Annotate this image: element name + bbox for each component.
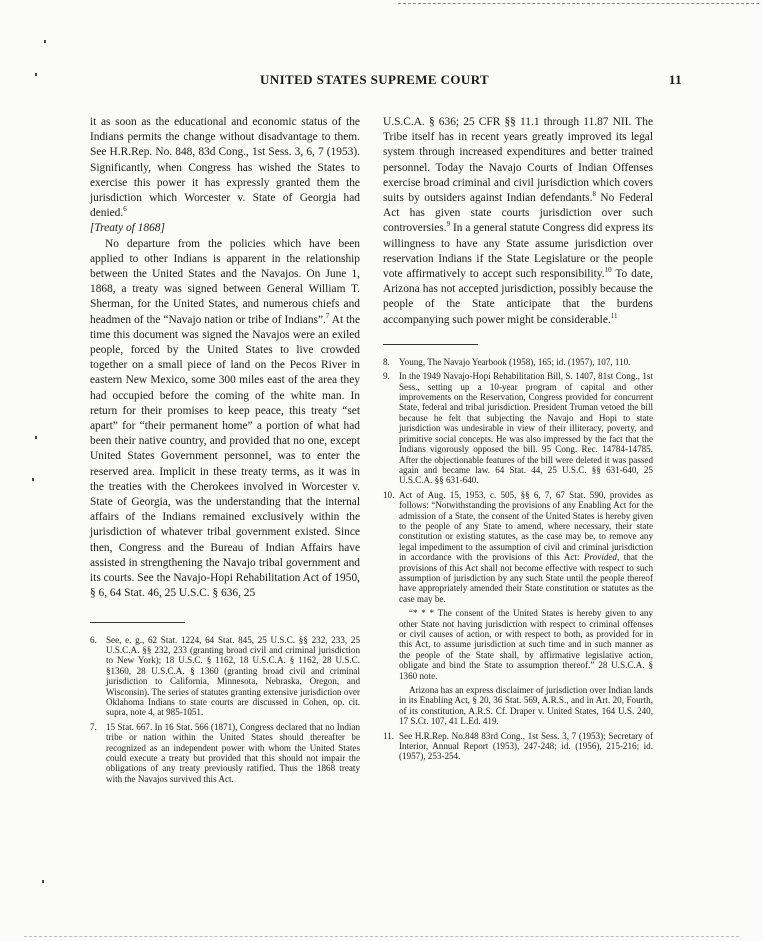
footnote-ref[interactable]: 9 (446, 220, 451, 229)
footnote-ref[interactable]: 10 (604, 266, 612, 275)
footnote-11: 11. See H.R.Rep. No.848 83rd Cong., 1st Sess. 3, 7 (1953); Secretary of Interior, Annual Report (1953), 247-248; id. (1956), 215-216; id. (1957), 253-254. (383, 730, 653, 762)
section-heading: [Treaty of 1868] (90, 222, 165, 235)
court-title: UNITED STATES SUPREME COURT (260, 72, 490, 87)
footnote-6: 6. See, e. g., 62 Stat. 1224, 64 Stat. 845, 25 U.S.C. §§ 232, 233, 25 U.S.C.A. §§ 232, 233 (granting broad civil and criminal jurisdiction to New York); 18 U.S.C. § 1162, 18 U.S.C.A. § 1162, 28 U.S.C. §1360, 28 U.S.C.A. § 1360 (granting broad civil and criminal jurisdiction to California, Minnesota, Nebraska, Oregon, and Wisconsin). The series of statutes granting extensive jurisdiction over Oklahoma Indians to state courts are discussed in Cohen, op. cit. supra, note 4, at 985-1051. (90, 634, 360, 718)
running-header (70, 72, 690, 88)
scan-edge-dashes (398, 3, 759, 4)
left-column (90, 115, 360, 788)
body-paragraph: No departure from the policies which have been applied to other Indians is apparent in the relationship between the United States and the Navajos. On June 1, 1868, a treaty was signed between General William T. Sherman, for the United States, and numerous chiefs and headmen of the “Navajo nation or tribe of Indians”.$^7$ At the time this document was signed the Navajos were an exiled people, forced by the United States to live crowded together on a small piece of land on the Pecos River in eastern New Mexico, some 300 miles east of the area they had occupied before the coming of the white man. In return for their promises to keep peace, this treaty “set apart” for “their permanent home” a portion of what had been their native country, and provided that no one, except United States Government personnel, was to enter the reserved area. Implicit in these treaty terms, as it was in the treaties with the Cherokees involved in Worcester v. State of Georgia, was the understanding that the internal affairs of the Indians remained exclusively within the jurisdiction of whatever tribal government existed. Since then, Congress and the Bureau of Indian Affairs have assisted in strengthening the Navajo tribal government and its courts. See the Navajo-Hopi Rehabilitation Act of 1950, § 6, 64 Stat. 46, 25 U.S.C. § 636, 25 (90, 237, 361, 600)
footnote-ref[interactable]: 7 (325, 311, 330, 320)
footnote-10: 10. Act of Aug. 15, 1953, c. 505, §§ 6, 7, 67 Stat. 590, provides as follows: “Notwithstanding the provisions of any Enabling Act for the admission of a State, the consent of the United States is hereby given to the people of any State to amend, where necessary, their state constitution or existing statutes, as the case may be, to remove any legal impediment to the assumption of civil and criminal jurisdiction in accordance with the provisions of this Act: Provided, that the provisions of this Act shall not become effective with respect to such assumption of jurisdiction by any such State until the people thereof have appropriately amended their State constitution or statutes as the case may be. “* * * The consent of the United States is hereby given to any other State not having jurisdiction with respect to criminal offenses or civil causes of action, or with respect to both, as provided for in this Act, to assume jurisdiction at such time and in such manner as the people of the State shall, by affirmative legislative action, obligate and bind the State to assumption thereof.” 28 U.S.C.A. § 1360 note. Arizona has an express disclaimer of jurisdiction over Indian lands in its Enabling Act, § 20, 36 Stat. 569, A.R.S., and in Art. 20, Fourth, of its constitution, A.R.S. Cf. Draper v. United States, 164 U.S. 240, 17 S.Ct. 107, 41 L.Ed. 419. (383, 489, 654, 727)
footnote-9: 9. In the 1949 Navajo-Hopi Rehabilitation Bill, S. 1407, 81st Cong., 1st Sess., setting up a 10-year program of capital and other improvements on the Reservation, Congress provided for concurrent State, federal and tribal jurisdiction. President Truman vetoed the bill because he felt that subjecting the Navajo and Hopi to state jurisdiction was undesirable in view of their illiteracy, poverty, and primitive social concepts. He was also impressed by the fact that the Indians vigorously opposed the bill. 95 Cong. Rec. 14784-14785. After the objectionable features of the bill were deleted it was passed again and became law. 64 Stat. 44, 25 U.S.C. §§ 631-640, 25 U.S.C.A. §§ 631-640. (383, 371, 653, 486)
footnote-divider (383, 344, 478, 345)
footnote-ref[interactable]: 11 (610, 311, 618, 320)
footnote-divider (90, 622, 185, 623)
page-number: 11 (668, 72, 682, 87)
scan-edge-dashes (24, 936, 739, 937)
footnote-ref[interactable]: 8 (592, 190, 596, 199)
scan-speck (44, 40, 46, 43)
right-column (383, 115, 653, 766)
body-paragraph: it as soon as the educational and economic status of the Indians permits the change without disadvantage to them. See H.R.Rep. No. 848, 83d Cong., 1st Sess. 3, 6, 7 (1953). Significantly, when Congress has wished the States to exercise this power it has expressly granted them the jurisdiction which Worcester v. State of Georgia had denied.$^6$ (90, 116, 360, 220)
footnote-7: 7. 15 Stat. 667. In 16 Stat. 566 (1871), Congress declared that no Indian tribe or nation within the United States should thereafter be recognized as an independent power with whom the United States could execute a treaty but provided that this should not impair the obligations of any treaty previously ratified. Thus the 1868 treaty with the Navajos survived this Act. (90, 721, 360, 784)
footnote-ref[interactable]: 6 (123, 205, 127, 214)
scan-speck (32, 478, 34, 481)
scan-speck (35, 436, 37, 439)
scan-speck (42, 880, 44, 883)
scan-speck (35, 73, 37, 76)
footnote-8: 8. Young, The Navajo Yearbook (1958), 165; id. (1957), 107, 110. (383, 356, 631, 367)
body-paragraph: U.S.C.A. § 636; 25 CFR §§ 11.1 through 11.87 NII. The Tribe itself has in recent years greatly improved its legal system through increased expenditures and better trained personnel. Today the Navajo Courts of Indian Offenses exercise broad criminal and civil jurisdiction which covers suits by outsiders against Indian defendants.$^8$ No Federal Act has given state courts jurisdiction over such controversies.$^9$ In a general statute Congress did express its willingness to have any State assume jurisdiction over reservation Indians if the State Legislature or the people vote affirmatively to accept such responsibility.$^{10}$ To date, Arizona has not accepted jurisdiction, possibly because the people of the State anticipate that the burdens accompanying such power might be considerable.$^{11}$ (383, 116, 653, 326)
